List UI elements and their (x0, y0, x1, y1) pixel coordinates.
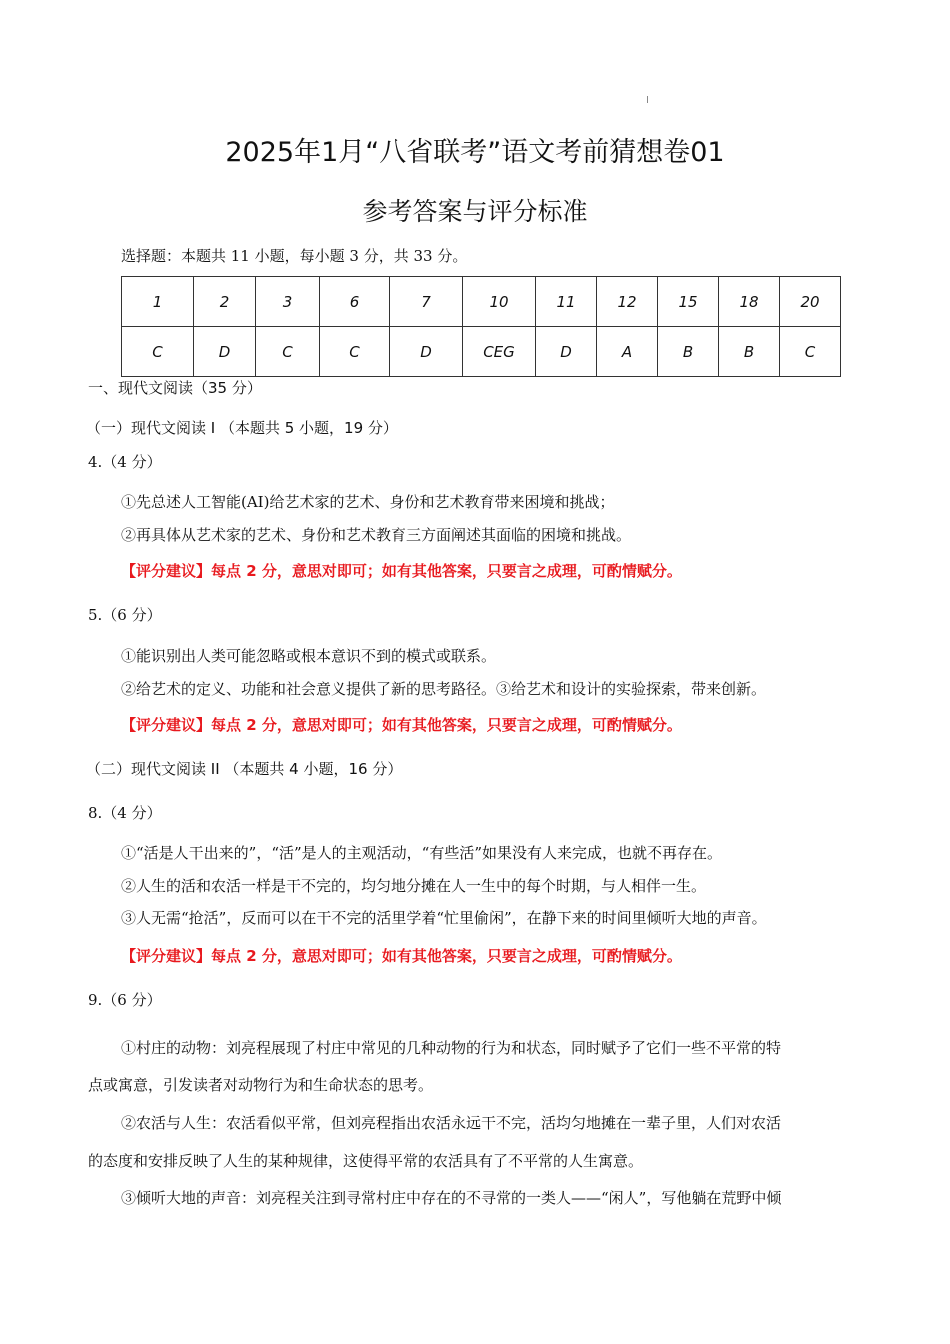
q9-line: ①村庄的动物：刘亮程展现了村庄中常见的几种动物的行为和状态，同时赋予了它们一些不平常的特 (121, 1039, 782, 1057)
q9-label: 9.（6 分） (88, 991, 162, 1009)
question-number-cell: 12 (597, 277, 658, 327)
part1-heading: （一）现代文阅读 I （本题共 5 小题，19 分） (86, 419, 398, 437)
answer-key-cell: A (597, 327, 658, 377)
q4-label: 4.（4 分） (88, 453, 162, 471)
question-number-cell: 3 (256, 277, 320, 327)
answer-table (121, 276, 841, 377)
q8-line: ①“活是人干出来的”，“活”是人的主观活动，“有些活”如果没有人来完成，也就不再存在。 (121, 844, 723, 862)
q8-line: ②人生的活和农活一样是干不完的，均匀地分摊在人一生中的每个时期，与人相伴一生。 (121, 877, 707, 895)
answer-key-cell: B (719, 327, 780, 377)
q8-line: ③人无需“抢活”，反而可以在干不完的活里学着“忙里偷闲”，在静下来的时间里倾听大地的声音。 (121, 909, 767, 927)
answer-key-cell: B (658, 327, 719, 377)
q5-line: ②给艺术的定义、功能和社会意义提供了新的思考路径。③给艺术和设计的实验探索，带来创新。 (121, 680, 767, 698)
question-number-cell: 15 (658, 277, 719, 327)
answer-key-cell: D (194, 327, 256, 377)
q9-line: 点或寓意，引发读者对动物行为和生命状态的思考。 (88, 1076, 434, 1094)
question-number-cell: 6 (320, 277, 390, 327)
answer-key-cell: C (780, 327, 841, 377)
q8-label: 8.（4 分） (88, 804, 162, 822)
answer-key-cell: C (256, 327, 320, 377)
q4-line: ②再具体从艺术家的艺术、身份和艺术教育三方面阐述其面临的困境和挑战。 (121, 526, 632, 544)
q5-scoring-note: 【评分建议】每点 2 分，意思对即可；如有其他答案，只要言之成理，可酌情赋分。 (121, 716, 682, 734)
section-heading: 一、现代文阅读（35 分） (88, 379, 262, 397)
answer-key-cell: C (320, 327, 390, 377)
question-number-row (122, 277, 841, 327)
document-subtitle: 参考答案与评分标准 (362, 197, 588, 226)
choice-intro: 选择题：本题共 11 小题，每小题 3 分，共 33 分。 (121, 247, 468, 265)
q9-line: ③倾听大地的声音：刘亮程关注到寻常村庄中存在的不寻常的一类人——“闲人”，写他躺在荒野中倾 (121, 1189, 782, 1207)
page-mark (647, 96, 648, 103)
answer-key-cell: CEG (463, 327, 536, 377)
answer-key-cell: C (122, 327, 194, 377)
question-number-cell: 18 (719, 277, 780, 327)
q9-line: ②农活与人生：农活看似平常，但刘亮程指出农活永远干不完，活均匀地摊在一辈子里，人们对农活 (121, 1114, 782, 1132)
question-number-cell: 1 (122, 277, 194, 327)
q5-label: 5.（6 分） (88, 606, 162, 624)
question-number-cell: 2 (194, 277, 256, 327)
part2-heading: （二）现代文阅读 II （本题共 4 小题，16 分） (86, 760, 403, 778)
q5-line: ①能识别出人类可能忽略或根本意识不到的模式或联系。 (121, 647, 497, 665)
question-number-cell: 7 (390, 277, 463, 327)
answer-key-cell: D (390, 327, 463, 377)
q4-scoring-note: 【评分建议】每点 2 分，意思对即可；如有其他答案，只要言之成理，可酌情赋分。 (121, 562, 682, 580)
question-number-cell: 10 (463, 277, 536, 327)
q8-scoring-note: 【评分建议】每点 2 分，意思对即可；如有其他答案，只要言之成理，可酌情赋分。 (121, 947, 682, 965)
q4-line: ①先总述人工智能(AI)给艺术家的艺术、身份和艺术教育带来困境和挑战； (121, 493, 615, 511)
question-number-cell: 20 (780, 277, 841, 327)
answer-key-row (122, 327, 841, 377)
question-number-cell: 11 (536, 277, 597, 327)
answer-key-cell: D (536, 327, 597, 377)
document-title: 2025年1月“八省联考”语文考前猜想卷01 (225, 137, 725, 168)
q9-line: 的态度和安排反映了人生的某种规律，这使得平常的农活具有了不平常的人生寓意。 (88, 1152, 644, 1170)
